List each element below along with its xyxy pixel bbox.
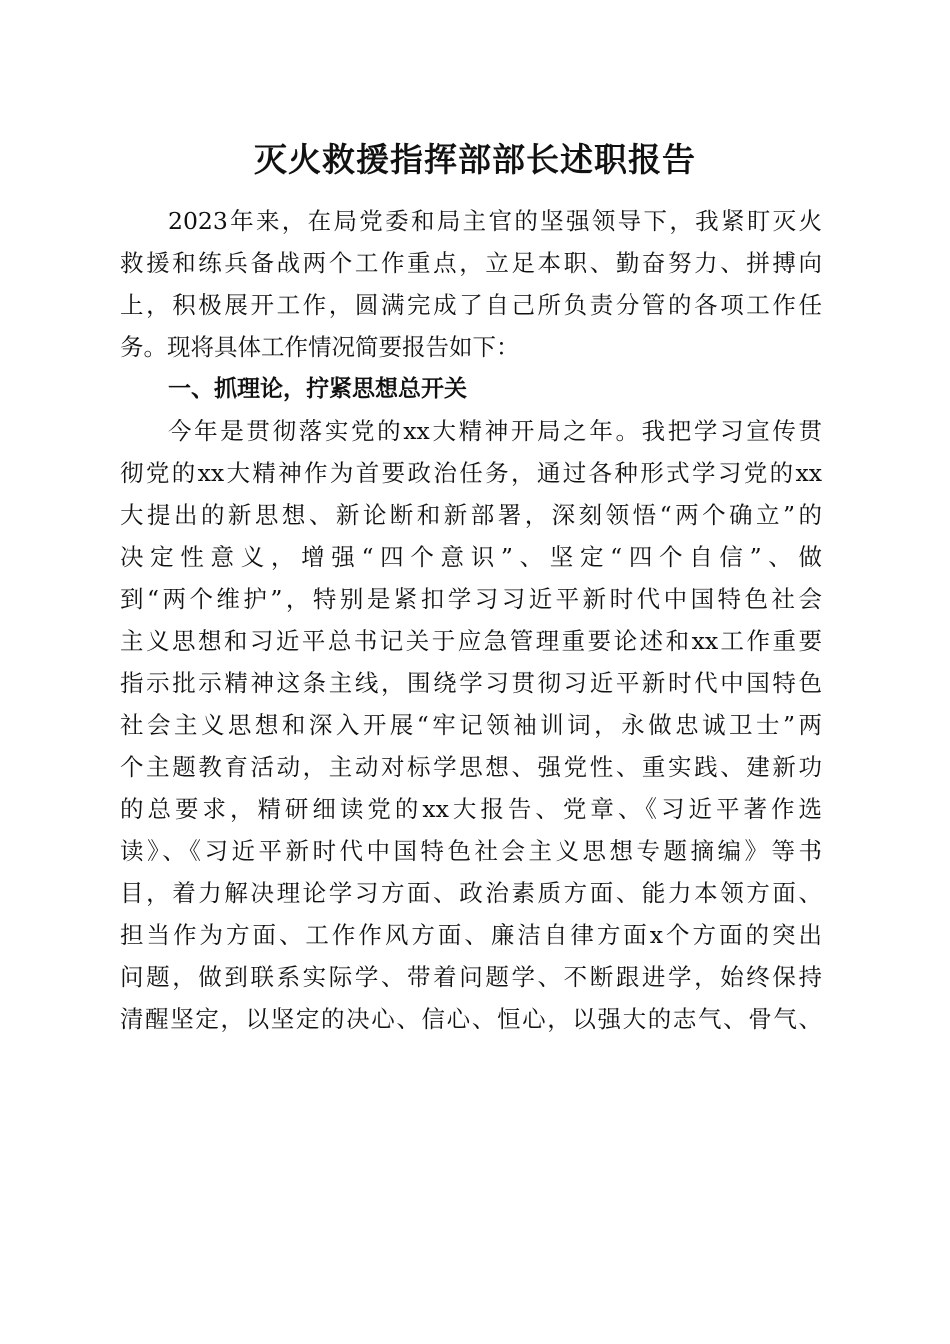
paragraph-line: 大提出的新思想、新论断和新部署，深刻领悟“两个确立”的 <box>120 501 822 529</box>
document-title: 灭火救援指挥部部长述职报告 <box>254 140 696 179</box>
paragraph-line: 指示批示精神这条主线，围绕学习贯彻习近平新时代中国特色 <box>120 669 822 697</box>
paragraph-line: 的总要求，精研细读党的xx大报告、党章、《习近平著作选 <box>120 795 822 823</box>
paragraph-line: 个主题教育活动，主动对标学思想、强党性、重实践、建新功 <box>120 753 822 781</box>
paragraph-line: 社会主义思想和深入开展“牢记领袖训词，永做忠诚卫士”两 <box>120 711 822 739</box>
paragraph-line: 主义思想和习近平总书记关于应急管理重要论述和xx工作重要 <box>120 627 822 655</box>
paragraph-line: 决定性意义，增强“四个意识”、坚定“四个自信”、做 <box>120 543 822 571</box>
section-heading: 一、抓理论，拧紧思想总开关 <box>168 376 467 402</box>
paragraph-line: 救援和练兵备战两个工作重点，立足本职、勤奋努力、拼搏向 <box>120 249 822 277</box>
paragraph-line: 读》、《习近平新时代中国特色社会主义思想专题摘编》等书 <box>120 837 822 865</box>
paragraph-line: 担当作为方面、工作作风方面、廉洁自律方面x个方面的突出 <box>120 921 822 949</box>
paragraph-line: 务。现将具体工作情况简要报告如下： <box>120 333 520 361</box>
document-body <box>120 200 822 1040</box>
paragraph-line: 上，积极展开工作，圆满完成了自己所负责分管的各项工作任 <box>120 291 822 319</box>
paragraph-line: 2023年来，在局党委和局主官的坚强领导下，我紧盯灭火 <box>168 207 822 235</box>
paragraph-line: 问题，做到联系实际学、带着问题学、不断跟进学，始终保持 <box>120 963 822 991</box>
paragraph-line: 今年是贯彻落实党的xx大精神开局之年。我把学习宣传贯 <box>168 417 822 445</box>
paragraph-line: 目，着力解决理论学习方面、政治素质方面、能力本领方面、 <box>120 879 822 907</box>
paragraph-line: 清醒坚定，以坚定的决心、信心、恒心，以强大的志气、骨气、 <box>120 1005 822 1033</box>
paragraph-line: 到“两个维护”，特别是紧扣学习习近平新时代中国特色社会 <box>120 585 822 613</box>
paragraph-line: 彻党的xx大精神作为首要政治任务，通过各种形式学习党的xx <box>120 459 822 487</box>
